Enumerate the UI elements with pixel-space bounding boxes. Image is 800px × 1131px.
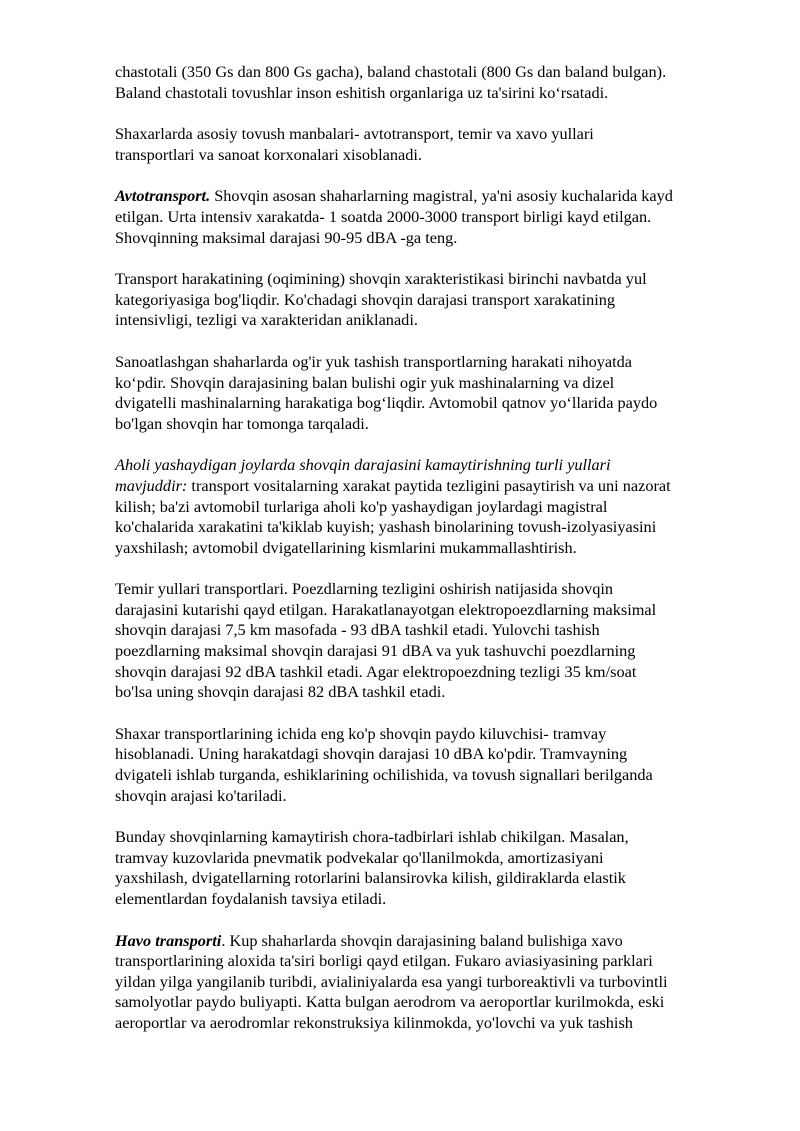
paragraph-air-transport [115, 931, 745, 1034]
section-heading-havo-transporti: Havo transporti [115, 930, 222, 950]
text-line: aeroportlar va aerodromlar rekonstruksiya kilinmokda, yo'lovchi va yuk tashish [115, 1012, 633, 1032]
italic-text-run: mavjuddir: [115, 475, 188, 495]
paragraph-noise-sources [115, 124, 745, 165]
text-line: kategoriyasiga bog'liqdir. Ko'chadagi shovqin darajasi transport xarakatining [115, 289, 616, 309]
text-line: shovqin darajasi 92 dBA tashkil etadi. Agar elektropoezdning tezligi 35 km/soat [115, 661, 637, 681]
paragraph-avtotransport [115, 186, 745, 248]
text-line: shovqin arajasi ko'tariladi. [115, 785, 287, 805]
text-line: chastotali (350 Gs dan 800 Gs gacha), baland chastotali (800 Gs dan baland bulgan). [115, 62, 667, 81]
text-line: ko‘pdir. Shovqin darajasining balan bulishi ogir yuk mashinalarning va dizel [115, 372, 615, 392]
text-line [115, 476, 745, 497]
paragraph-noise-reduction-ways [115, 455, 745, 558]
text-line: bo'lsa uning shovqin darajasi 82 dBA tashkil etadi. [115, 682, 446, 702]
text-line: elementlardan foydalanish tavsiya etiladi. [115, 889, 387, 908]
text-line: Transport harakatining (oqimining) shovqin xarakteristikasi birinchi navbatda yul [115, 269, 647, 289]
text-line: Shovqinning maksimal darajasi 90-95 dBA -ga teng. [115, 227, 458, 247]
text-line: bo'lgan shovqin har tomonga tarqaladi. [115, 413, 369, 433]
paragraph-heavy-transport [115, 352, 745, 434]
text-line: transportlarining aloxida ta'siri borligi qayd etilgan. Fukaro aviasiyasining parklari [115, 951, 653, 971]
text-line: Shaxar transportlarining ichida eng ko'p shovqin paydo kiluvchisi- tramvay [115, 723, 607, 743]
text-line: Temir yullari transportlari. Poezdlarning tezligini oshirish natijasida shovqin [115, 579, 614, 599]
text-run: transport vositalarning xarakat paytida tezligini pasaytirish va uni nazorat [187, 475, 671, 495]
paragraph-tram-measures [115, 827, 745, 909]
text-line: dvigateli ishlab turganda, eshiklarining ochilishida, va tovush signallari berilganda [115, 765, 653, 785]
text-line: transportlari va sanoat korxonalari xisoblanadi. [115, 144, 422, 164]
text-line: poezdlarning maksimal shovqin darajasi 91 dBA va yuk tashuvchi poezdlarning [115, 641, 636, 661]
text-line: Shaxarlarda asosiy tovush manbalari- avtotransport, temir va xavo yullari [115, 124, 594, 144]
text-line: yaxshilash, dvigatellarning rotorlarini balansirovka kilish, gildiraklarda elastik [115, 868, 626, 888]
text-line: etilgan. Urta intensiv xarakatda- 1 soatda 2000-3000 transport birligi kayd etilgan. [115, 206, 652, 226]
section-heading-avtotransport: Avtotransport. [115, 186, 211, 206]
text-line: kilish; ba'zi avtomobil turlariga aholi ko'p yashaydigan joylardagi magistral [115, 496, 608, 516]
text-line: hisoblanadi. Uning harakatdagi shovqin darajasi 10 dBA ko'pdir. Tramvayning [115, 744, 628, 764]
document-page [115, 62, 745, 1055]
text-line: shovqin darajasi 7,5 km masofada - 93 dBA tashkil etadi. Yulovchi tashish [115, 620, 600, 640]
paragraph-traffic-characteristics [115, 269, 745, 331]
text-line: intensivligi, tezligi va xarakteridan aniklanadi. [115, 310, 418, 330]
text-line: Baland chastotali tovushlar inson eshitish organlariga uz ta'sirini ko‘rsatadi. [115, 82, 609, 102]
text-line: darajasini kutarishi qayd etilgan. Harakatlanayotgan elektropoezdlarning maksimal [115, 599, 657, 619]
text-run: Shovqin asosan shaharlarning magistral, ya'ni asosiy kuchalarida kayd [210, 186, 673, 206]
text-line: dvigatelli mashinalarning harakatiga bog‘liqdir. Avtomobil qatnov yo‘llarida paydo [115, 393, 658, 413]
paragraph-frequency [115, 62, 745, 103]
text-line: Sanoatlashgan shaharlarda og'ir yuk tashish transportlarning harakati nihoyatda [115, 351, 633, 371]
text-line: tramvay kuzovlarida pnevmatik podvekalar qo'llanilmokda, amortizasiyani [115, 847, 604, 867]
text-line: Bunday shovqinlarning kamaytirish chora-tadbirlari ishlab chikilgan. Masalan, [115, 827, 629, 847]
text-line [115, 931, 745, 952]
text-run: . Kup shaharlarda shovqin darajasining baland bulishiga xavo [221, 930, 623, 950]
paragraph-railway-transport [115, 579, 745, 703]
text-line: samolyotlar paydo buliyapti. Katta bulgan aerodrom va aeroportlar kurilmokda, eski [115, 992, 665, 1012]
text-line: yaxshilash; avtomobil dvigatellarining kismlarini mukammallashtirish. [115, 537, 577, 557]
italic-text-line: Aholi yashaydigan joylarda shovqin darajasini kamaytirishning turli yullari [115, 455, 611, 475]
text-line [115, 186, 745, 207]
text-line: yildan yilga yangilanib turibdi, avialiniyalarda esa yangi turboreaktivli va turbovintli [115, 971, 668, 991]
text-line: ko'chalarida xarakatini ta'kiklab kuyish; yashash binolarining tovush-izolyasiyasini [115, 517, 657, 537]
paragraph-tram [115, 724, 745, 806]
